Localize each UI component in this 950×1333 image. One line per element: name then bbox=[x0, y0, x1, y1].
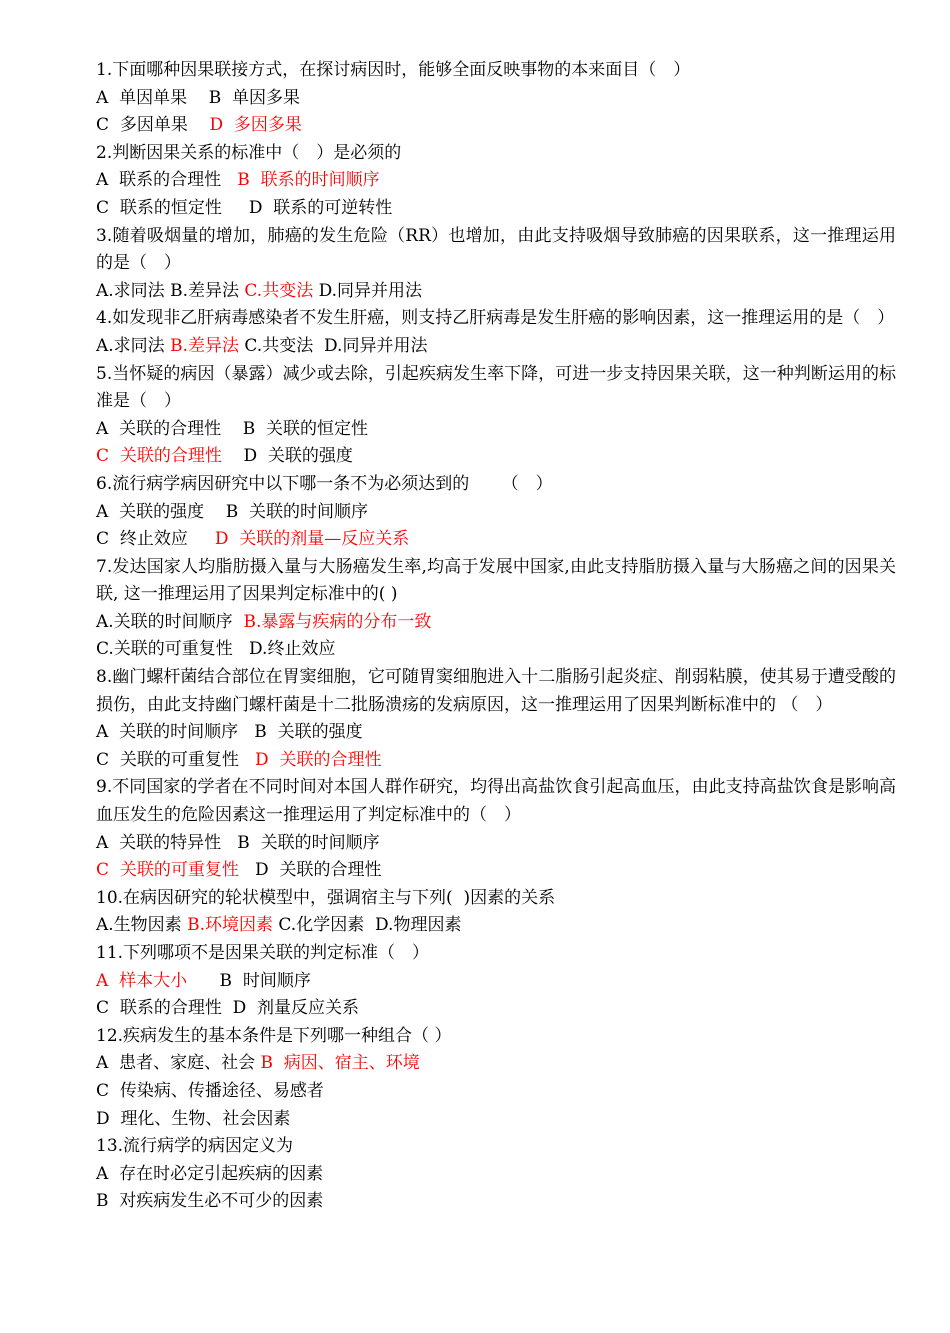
answer-options-line bbox=[96, 995, 896, 1023]
document-page bbox=[96, 57, 896, 1216]
answer-options-line bbox=[96, 499, 896, 527]
question-stem bbox=[96, 554, 896, 609]
correct-answer-text: D 关联的合理性 bbox=[255, 749, 382, 770]
answer-options-line bbox=[96, 167, 896, 195]
question-block bbox=[96, 471, 896, 554]
question-stem bbox=[96, 223, 896, 278]
text-segment: A 联系的合理性 bbox=[96, 170, 238, 191]
question-block bbox=[96, 223, 896, 306]
text-segment: D.同异并用法 bbox=[313, 280, 423, 301]
answer-options-line bbox=[96, 112, 896, 140]
question-block bbox=[96, 664, 896, 774]
text-segment: D 关联的强度 bbox=[221, 446, 353, 467]
text-segment: C 联系的合理性 D 剂量反应关系 bbox=[96, 998, 360, 1019]
text-segment: C 传染病、传播途径、易感者 bbox=[96, 1080, 324, 1101]
question-stem bbox=[96, 57, 896, 85]
question-block bbox=[96, 361, 896, 471]
question-stem bbox=[96, 140, 896, 168]
text-segment: 2.判断因果关系的标准中（ ）是必须的 bbox=[96, 142, 402, 163]
correct-answer-text: B 联系的时间顺序 bbox=[237, 170, 380, 191]
text-segment: 10.在病因研究的轮状模型中，强调宿主与下列( )因素的关系 bbox=[96, 887, 556, 908]
correct-answer-text: C.共变法 bbox=[244, 280, 314, 301]
correct-answer-text: D 关联的剂量—反应关系 bbox=[214, 529, 410, 550]
question-stem bbox=[96, 305, 896, 333]
text-segment: 4.如发现非乙肝病毒感染者不发生肝癌，则支持乙肝病毒是发生肝癌的影响因素，这一推理运用的是（ ） bbox=[96, 308, 895, 329]
answer-options-line bbox=[96, 968, 896, 996]
answer-options-line bbox=[96, 912, 896, 940]
answer-options-line bbox=[96, 857, 896, 885]
correct-answer-text: D 多因多果 bbox=[209, 115, 302, 136]
text-segment: A.求同法 bbox=[96, 335, 171, 356]
answer-options-line bbox=[96, 719, 896, 747]
answer-options-line bbox=[96, 1078, 896, 1106]
question-stem bbox=[96, 1023, 896, 1051]
text-segment: A 关联的特异性 B 关联的时间顺序 bbox=[96, 832, 380, 853]
text-segment: 1.下面哪种因果联接方式，在探讨病因时，能够全面反映事物的本来面目（ ） bbox=[96, 60, 691, 80]
correct-answer-text: C 关联的可重复性 bbox=[96, 860, 239, 881]
correct-answer-text: C 关联的合理性 bbox=[96, 446, 222, 467]
text-segment: A 存在时必定引起疾病的因素 bbox=[96, 1163, 324, 1184]
correct-answer-text: B.环境因素 bbox=[187, 915, 273, 936]
answer-options-line bbox=[96, 1050, 896, 1078]
text-segment: C.化学因素 D.物理因素 bbox=[273, 915, 462, 936]
text-segment: B 时间顺序 bbox=[187, 970, 311, 991]
text-segment: C.共变法 D.同异并用法 bbox=[239, 335, 428, 356]
correct-answer-text: A 样本大小 bbox=[96, 970, 188, 991]
answer-options-line bbox=[96, 609, 896, 637]
answer-options-line bbox=[96, 195, 896, 223]
question-stem bbox=[96, 471, 896, 499]
text-segment: C.关联的可重复性 D.终止效应 bbox=[96, 639, 336, 660]
correct-answer-text: B.差异法 bbox=[170, 335, 239, 356]
text-segment: 6.流行病学病因研究中以下哪一条不为必须达到的 （ ） bbox=[96, 473, 553, 494]
text-segment: C 终止效应 bbox=[96, 529, 215, 550]
text-segment: 8.幽门螺杆菌结合部位在胃窦细胞，它可随胃窦细胞进入十二脂肠引起炎症、削弱粘膜，使其易于遭受酸的损伤，由此支持幽门螺杆菌是十二批肠溃疡的发病原因，这一推理运用了因果判断标准中的 （ ） bbox=[96, 667, 896, 715]
question-block bbox=[96, 305, 896, 360]
text-segment: A 关联的时间顺序 B 关联的强度 bbox=[96, 722, 363, 743]
text-segment: A.求同法 B.差异法 bbox=[96, 280, 245, 301]
question-block bbox=[96, 774, 896, 884]
text-segment: A 关联的合理性 B 关联的恒定性 bbox=[96, 418, 368, 439]
text-segment: A.生物因素 bbox=[96, 915, 188, 936]
text-segment: C 联系的恒定性 D 联系的可逆转性 bbox=[96, 197, 393, 218]
text-segment: A.关联的时间顺序 bbox=[96, 611, 244, 632]
question-block bbox=[96, 1023, 896, 1133]
answer-options-line bbox=[96, 747, 896, 775]
answer-options-line bbox=[96, 416, 896, 444]
question-block bbox=[96, 885, 896, 940]
answer-options-line bbox=[96, 526, 896, 554]
answer-options-line bbox=[96, 636, 896, 664]
question-block bbox=[96, 554, 896, 664]
question-stem bbox=[96, 774, 896, 829]
answer-options-line bbox=[96, 830, 896, 858]
text-segment: B 对疾病发生必不可少的因素 bbox=[96, 1191, 324, 1212]
text-segment: A 患者、家庭、社会 bbox=[96, 1053, 261, 1074]
correct-answer-text: B.暴露与疾病的分布一致 bbox=[243, 611, 432, 632]
question-block bbox=[96, 940, 896, 1023]
text-segment: 3.随着吸烟量的增加，肺癌的发生危险（RR）也增加，由此支持吸烟导致肺癌的因果联系，这一推理运用的是（ ） bbox=[96, 225, 896, 274]
text-segment: D 关联的合理性 bbox=[238, 860, 382, 881]
text-segment: C 多因单果 bbox=[96, 115, 210, 136]
answer-options-line bbox=[96, 1188, 896, 1216]
answer-options-line bbox=[96, 1161, 896, 1189]
question-stem bbox=[96, 940, 896, 968]
text-segment: A 关联的强度 B 关联的时间顺序 bbox=[96, 501, 368, 522]
question-block bbox=[96, 57, 896, 140]
question-stem bbox=[96, 885, 896, 913]
question-block bbox=[96, 1133, 896, 1216]
text-segment: 7.发达国家人均脂肪摄入量与大肠癌发生率,均高于发展中国家,由此支持脂肪摄入量与大肠癌之间的因果关联, 这一推理运用了因果判定标准中的( ) bbox=[96, 556, 896, 605]
text-segment: 9.不同国家的学者在不同时间对本国人群作研究，均得出高盐饮食引起高血压，由此支持高盐饮食是影响高血压发生的危险因素这一推理运用了判定标准中的（ ） bbox=[96, 777, 896, 826]
answer-options-line bbox=[96, 85, 896, 113]
answer-options-line bbox=[96, 443, 896, 471]
text-segment: A 单因单果 B 单因多果 bbox=[96, 87, 300, 108]
text-segment: 11.下列哪项不是因果关联的判定标准（ ） bbox=[96, 943, 430, 963]
text-segment: 13.流行病学的病因定义为 bbox=[96, 1136, 294, 1157]
answer-options-line bbox=[96, 1106, 896, 1134]
question-stem bbox=[96, 361, 896, 416]
text-segment: C 关联的可重复性 bbox=[96, 749, 256, 770]
text-segment: D 理化、生物、社会因素 bbox=[96, 1108, 291, 1129]
question-stem bbox=[96, 664, 896, 719]
question-stem bbox=[96, 1133, 896, 1161]
answer-options-line bbox=[96, 278, 896, 306]
answer-options-line bbox=[96, 333, 896, 361]
question-block bbox=[96, 140, 896, 223]
text-segment: 12.疾病发生的基本条件是下列哪一种组合（ ） bbox=[96, 1025, 452, 1046]
correct-answer-text: B 病因、宿主、环境 bbox=[260, 1053, 420, 1074]
text-segment: 5.当怀疑的病因（暴露）减少或去除，引起疾病发生率下降，可进一步支持因果关联，这一种判断运用的标准是（ ） bbox=[96, 363, 896, 412]
